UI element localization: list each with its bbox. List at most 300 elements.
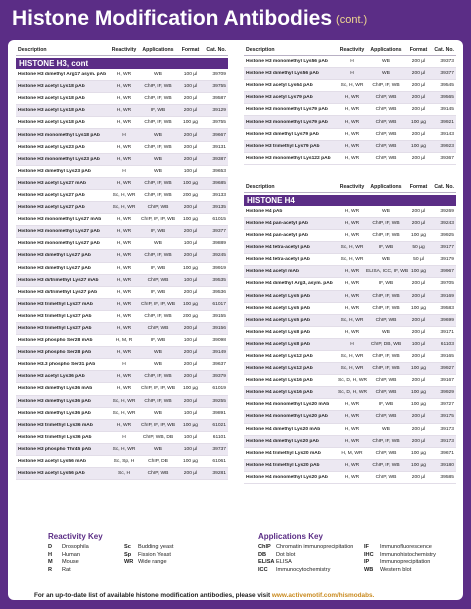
table-row bbox=[16, 142, 228, 154]
product-applications: WB bbox=[154, 156, 162, 162]
footer-text: For an up-to-date list of available histone modification antibodies, please visit bbox=[34, 592, 272, 599]
product-reactivity: H, WR bbox=[116, 217, 132, 223]
reactivity-key-grid bbox=[48, 544, 198, 574]
product-cat-no: 39175 bbox=[440, 414, 454, 420]
key-meaning: ELISA bbox=[276, 559, 292, 565]
key-code: Sc bbox=[124, 544, 131, 550]
table-row bbox=[244, 104, 456, 116]
product-description: Histone H4 acetyl Lys5 pAb bbox=[246, 305, 310, 311]
key-meaning: Wide range bbox=[138, 559, 167, 565]
product-reactivity: H, WR bbox=[344, 155, 360, 161]
product-description: Histone H3 phospho Thr45 pAb bbox=[18, 446, 92, 452]
product-description: Histone H4 trimethyl Lys20 pAb bbox=[246, 462, 320, 468]
product-reactivity: Sc, Sp, H bbox=[113, 459, 135, 465]
key-meaning: Rat bbox=[62, 566, 71, 573]
product-cat-no: 61101 bbox=[212, 434, 226, 440]
product-applications: ChIP, IF, WB bbox=[144, 313, 172, 319]
product-cat-no: 39377 bbox=[440, 71, 454, 77]
header-description: Description bbox=[18, 47, 47, 53]
product-description: Histone H3 trimethyl Lys79 pAb bbox=[246, 143, 320, 149]
product-description: Histone H3 monomethyl Lys79 pAb bbox=[246, 119, 328, 125]
product-reactivity: H, WR bbox=[116, 374, 132, 380]
product-cat-no: 39167 bbox=[440, 378, 454, 384]
product-format: 100 µg bbox=[182, 301, 199, 307]
product-applications: ChIP, WB bbox=[147, 471, 169, 477]
product-applications: ChIP, IF, WB bbox=[372, 305, 400, 311]
product-applications: ChIP, WB bbox=[375, 107, 397, 113]
table-row bbox=[244, 375, 456, 387]
product-format: 200 µl bbox=[183, 374, 198, 380]
product-applications: ChIP, IF, WB bbox=[372, 233, 400, 239]
key-meaning: Mouse bbox=[62, 559, 79, 565]
product-reactivity: H, WR bbox=[116, 84, 132, 90]
product-applications: WB bbox=[154, 410, 162, 416]
product-reactivity: H, WR bbox=[344, 414, 360, 420]
table-row bbox=[244, 266, 456, 278]
product-cat-no: 39891 bbox=[212, 410, 226, 416]
product-description: Histone H4 acetyl Lys12 pAb bbox=[246, 354, 313, 360]
section-header-h3: HISTONE H3, cont bbox=[16, 58, 228, 69]
product-applications: WB bbox=[154, 72, 162, 78]
table-row bbox=[244, 254, 456, 266]
key-meaning: Immunocytochemistry bbox=[276, 566, 331, 573]
product-reactivity: H, WR bbox=[344, 131, 360, 137]
table-row bbox=[244, 129, 456, 141]
product-format: 100 µg bbox=[410, 402, 427, 408]
product-format: 100 µg bbox=[182, 120, 199, 126]
product-description: Histone H3 monomethyl Lys56 pAb bbox=[246, 59, 328, 65]
product-format: 100 µl bbox=[183, 72, 198, 78]
product-applications: ChIP, WB bbox=[375, 474, 397, 480]
key-code: H bbox=[48, 551, 53, 558]
table-row bbox=[244, 351, 456, 363]
table-row bbox=[16, 202, 228, 214]
footer-note bbox=[34, 592, 463, 599]
h4-table bbox=[244, 206, 456, 484]
product-reactivity: H, WR bbox=[116, 144, 132, 150]
product-reactivity: H bbox=[350, 71, 354, 77]
product-cat-no: 39379 bbox=[212, 374, 226, 380]
product-format: 100 µg bbox=[410, 450, 427, 456]
product-format: 100 µg bbox=[410, 462, 427, 468]
table-row bbox=[16, 383, 228, 395]
product-reactivity: H bbox=[350, 59, 354, 65]
table-row bbox=[244, 291, 456, 303]
table-row bbox=[244, 424, 456, 436]
table-row bbox=[244, 206, 456, 218]
product-description: Histone H3 monomethyl Lys122 pAb bbox=[246, 155, 331, 161]
product-reactivity: Sc, H, WR bbox=[340, 83, 364, 89]
product-description: Histone H4 dimethyl Arg3, asym. pAb bbox=[246, 281, 333, 287]
product-description: Histone H3 dimethyl Lys79 pAb bbox=[246, 131, 319, 137]
product-cat-no: 39583 bbox=[440, 305, 454, 311]
product-description: Histone H3 acetyl Lys27 mAb bbox=[18, 180, 87, 186]
product-format: 100 µl bbox=[411, 341, 426, 347]
product-applications: WB bbox=[154, 241, 162, 247]
table-header bbox=[244, 183, 456, 193]
left-column bbox=[16, 46, 228, 480]
table-row bbox=[244, 472, 456, 484]
product-applications: WB bbox=[154, 168, 162, 174]
product-reactivity: H, WR bbox=[116, 72, 132, 78]
key-meaning: Drosophila bbox=[62, 544, 89, 550]
product-format: 200 µl bbox=[411, 317, 426, 323]
table-row bbox=[16, 81, 228, 93]
product-applications: WB bbox=[154, 132, 162, 138]
product-description: Histone H3 acetyl Lys27 pAb bbox=[18, 192, 85, 198]
product-cat-no: 39565 bbox=[440, 95, 454, 101]
product-cat-no: 39377 bbox=[212, 229, 226, 235]
product-format: 200 µl bbox=[183, 326, 198, 332]
product-description: Histone H4 pAb bbox=[246, 208, 283, 214]
product-cat-no: 61019 bbox=[212, 386, 226, 392]
product-cat-no: 39169 bbox=[440, 293, 454, 299]
table-row bbox=[244, 448, 456, 460]
product-format: 100 µg bbox=[410, 390, 427, 396]
key-code: IHC bbox=[364, 551, 374, 558]
table-row bbox=[16, 444, 228, 456]
key-code: WB bbox=[364, 566, 374, 573]
product-reactivity: H, WR bbox=[344, 119, 360, 125]
product-reactivity: H, WR bbox=[116, 253, 132, 259]
header-cat-no: Cat. No. bbox=[434, 47, 454, 53]
product-reactivity: H, WR bbox=[344, 143, 360, 149]
product-reactivity: Sc, H, WR bbox=[340, 317, 364, 323]
product-cat-no: 39255 bbox=[212, 398, 226, 404]
product-cat-no: 39653 bbox=[212, 168, 226, 174]
product-reactivity: H bbox=[122, 168, 126, 174]
product-format: 100 µg bbox=[410, 305, 427, 311]
table-row bbox=[16, 226, 228, 238]
table-row bbox=[16, 335, 228, 347]
product-cat-no: 39245 bbox=[212, 253, 226, 259]
product-description: Histone H3 phospho Ser28 mAb bbox=[18, 338, 93, 344]
section-header-h4: HISTONE H4 bbox=[244, 195, 456, 206]
applications-key-title: Applications Key bbox=[258, 532, 323, 541]
product-description: Histone H3 dimethyl Lys36 pAb bbox=[18, 410, 91, 416]
product-format: 100 µl bbox=[183, 84, 198, 90]
product-reactivity: Sc, D, H, WR bbox=[338, 390, 368, 396]
product-applications: ChIP, IF, WB bbox=[372, 293, 400, 299]
table-row bbox=[16, 105, 228, 117]
table-row bbox=[16, 396, 228, 408]
product-applications: IF, WB bbox=[378, 402, 394, 408]
product-cat-no: 39535 bbox=[212, 277, 226, 283]
product-description: Histone H3 dimethyl Lys27 pAb bbox=[18, 265, 91, 271]
product-cat-no: 39143 bbox=[440, 131, 454, 137]
product-format: 200 µl bbox=[183, 108, 198, 114]
product-applications: ChIP, IF, WB bbox=[372, 462, 400, 468]
product-format: 200 µl bbox=[183, 132, 198, 138]
product-applications: WB bbox=[382, 71, 390, 77]
product-description: Histone H4 acetyl Lys16 pAb bbox=[246, 390, 313, 396]
product-description: Histone H3 dimethyl Lys56 pAb bbox=[246, 71, 319, 77]
product-reactivity: H, WR bbox=[116, 289, 132, 295]
product-format: 100 µl bbox=[183, 277, 198, 283]
table-row bbox=[16, 420, 228, 432]
header-reactivity: Reactivity bbox=[111, 47, 137, 53]
product-format: 200 µl bbox=[411, 59, 426, 65]
product-cat-no: 39929 bbox=[440, 390, 454, 396]
key-meaning bbox=[138, 567, 198, 575]
product-cat-no: 39755 bbox=[212, 84, 226, 90]
product-applications: ChIP, IF, WB bbox=[144, 120, 172, 126]
header-cat-no: Cat. No. bbox=[206, 47, 226, 53]
key-code: ChIP bbox=[258, 544, 271, 550]
table-row bbox=[16, 129, 228, 141]
product-cat-no: 39889 bbox=[212, 241, 226, 247]
header-applications: Applications bbox=[370, 47, 402, 53]
product-format: 200 µl bbox=[411, 83, 426, 89]
product-reactivity: H bbox=[122, 434, 126, 440]
product-format: 200 µl bbox=[411, 293, 426, 299]
product-reactivity: Sc, H, WR bbox=[340, 354, 364, 360]
product-format: 100 µg bbox=[182, 180, 199, 186]
product-applications: ChIP, WB bbox=[147, 205, 169, 211]
product-description: Histone H3 trimethyl Lys27 pAb bbox=[18, 326, 92, 332]
key-code bbox=[124, 567, 138, 575]
product-reactivity: Sc, H, WR bbox=[112, 410, 136, 416]
product-format: 50 µg bbox=[412, 245, 425, 251]
table-row bbox=[244, 68, 456, 80]
header-reactivity: Reactivity bbox=[339, 183, 365, 190]
product-description: Histone H4 acetyl mAb bbox=[246, 269, 299, 275]
key-code: D bbox=[48, 544, 53, 550]
product-cat-no: 39919 bbox=[212, 265, 226, 271]
product-applications: ChIP, IF, WB bbox=[372, 354, 400, 360]
product-applications: ChIP, WB bbox=[147, 277, 169, 283]
product-applications: ChIP, WB bbox=[375, 378, 397, 384]
product-reactivity: H, WR bbox=[344, 402, 360, 408]
product-format: 200 µl bbox=[183, 229, 198, 235]
product-cat-no: 39637 bbox=[212, 362, 226, 368]
product-reactivity: H, WR bbox=[344, 281, 360, 287]
section-spacer bbox=[244, 165, 456, 183]
product-description: Histone H4 acetyl Lys5 pAb bbox=[246, 317, 310, 323]
table-row bbox=[16, 275, 228, 287]
product-format: 100 µg bbox=[410, 269, 427, 275]
table-row bbox=[244, 141, 456, 153]
product-description: Histone H4 acetyl Lys8 pAb bbox=[246, 341, 310, 347]
product-applications: ChIP, WB bbox=[375, 143, 397, 149]
product-description: Histone H3 dimethyl Lys23 pAb bbox=[18, 168, 91, 174]
product-description: Histone H3 monomethyl Lys23 pAb bbox=[18, 156, 100, 162]
product-description: Histone H3 trimethyl Lys27 pAb bbox=[18, 313, 92, 319]
product-format: 200 µl bbox=[411, 71, 426, 77]
table-header bbox=[244, 46, 456, 56]
product-format: 200 µg bbox=[182, 313, 199, 319]
product-format: 100 µg bbox=[410, 143, 427, 149]
product-applications: ChIP, IF, WB bbox=[144, 374, 172, 380]
product-applications: WB bbox=[382, 426, 390, 432]
product-reactivity: Sc, H, WR bbox=[340, 245, 364, 251]
product-reactivity: H, WR bbox=[344, 233, 360, 239]
product-description: Histone H3 di/trimethyl Lys27 mAb bbox=[18, 277, 99, 283]
product-reactivity: H, M, WR bbox=[341, 450, 363, 456]
product-format: 100 µl bbox=[183, 446, 198, 452]
product-cat-no: 39133 bbox=[212, 192, 226, 198]
reactivity-key bbox=[48, 532, 198, 574]
header-format: Format bbox=[409, 47, 428, 53]
product-description: Histone H3 acetyl Lys18 pAb bbox=[18, 84, 85, 90]
product-reactivity: H, WR bbox=[116, 265, 132, 271]
product-applications: ChIP, IF, WB bbox=[144, 398, 172, 404]
product-description: Histone H3 trimethyl Lys27 mAb bbox=[18, 301, 93, 307]
product-reactivity: H, WR bbox=[116, 229, 132, 235]
product-reactivity: H, WR bbox=[344, 220, 360, 226]
table-row bbox=[244, 242, 456, 254]
product-description: Histone H3 acetyl Lys36 pAb bbox=[18, 374, 85, 380]
table-row bbox=[244, 218, 456, 230]
product-cat-no: 39145 bbox=[440, 107, 454, 113]
product-cat-no: 61103 bbox=[440, 341, 454, 347]
key-meaning: Chromatin immunoprecipitation bbox=[276, 544, 354, 550]
product-cat-no: 39667 bbox=[212, 132, 226, 138]
table-row bbox=[16, 408, 228, 420]
product-reactivity: H bbox=[350, 341, 354, 347]
key-code: WR bbox=[124, 559, 134, 565]
product-description: Histone H4 tetra-acetyl pAb bbox=[246, 245, 310, 251]
product-applications: WB bbox=[382, 329, 390, 335]
table-row bbox=[244, 436, 456, 448]
product-description: Histone H3 trimethyl Lys36 mAb bbox=[18, 422, 93, 428]
key-code: M bbox=[48, 559, 53, 565]
product-reactivity: H, WR bbox=[344, 462, 360, 468]
product-cat-no: 39171 bbox=[440, 329, 454, 335]
product-cat-no: 39536 bbox=[212, 289, 226, 295]
product-cat-no: 39155 bbox=[212, 313, 226, 319]
product-applications: ChIP, WB bbox=[375, 390, 397, 396]
product-cat-no: 39545 bbox=[440, 83, 454, 89]
product-cat-no: 39177 bbox=[440, 245, 454, 251]
product-applications: ELISA, ICC, IF, WB bbox=[366, 269, 409, 275]
table-row bbox=[244, 278, 456, 290]
product-format: 100 µl bbox=[183, 410, 198, 416]
table-row bbox=[244, 387, 456, 399]
product-reactivity: Sc, D, H, WR bbox=[338, 378, 368, 384]
product-applications: ChIP, IF, WB bbox=[144, 144, 172, 150]
product-description: Histone H3 acetyl Lys27 pAb bbox=[18, 205, 85, 211]
footer-link[interactable]: www.activemotif.com/hismodabs. bbox=[271, 592, 375, 599]
product-format: 100 µg bbox=[182, 459, 199, 465]
key-meaning: Fission Yeast bbox=[138, 551, 171, 558]
product-format: 200 µl bbox=[411, 107, 426, 113]
table-row bbox=[16, 456, 228, 468]
product-applications: IF, WB bbox=[150, 289, 166, 295]
product-applications: WB bbox=[382, 257, 390, 263]
product-description: Histone H3 monomethyl Lys27 mAb bbox=[18, 217, 102, 223]
product-applications: ChIP, IF, WB bbox=[144, 96, 172, 102]
product-applications: IF, WB bbox=[150, 265, 166, 271]
product-reactivity: Sc, H bbox=[118, 471, 130, 477]
table-row bbox=[244, 339, 456, 351]
table-row bbox=[16, 154, 228, 166]
product-applications: ChIP, IF, IP, WB bbox=[140, 301, 176, 307]
product-cat-no: 39179 bbox=[440, 257, 454, 263]
product-description: Histone H3 acetyl Lys18 pAb bbox=[18, 96, 85, 102]
product-reactivity: H, WR bbox=[116, 301, 132, 307]
table-row bbox=[244, 327, 456, 339]
product-reactivity: H, WR bbox=[344, 438, 360, 444]
product-applications: ChIP, IF, WB bbox=[144, 84, 172, 90]
product-description: Histone H3 acetyl Lys79 pAb bbox=[246, 95, 313, 101]
product-reactivity: H, WR bbox=[116, 120, 132, 126]
product-applications: ChIP, IF, WB bbox=[144, 192, 172, 198]
key-meaning: Human bbox=[62, 551, 81, 558]
product-reactivity: H, WR bbox=[116, 241, 132, 247]
product-applications: ChIP, IF, WB bbox=[372, 438, 400, 444]
product-reactivity: Sc, H, WR bbox=[112, 446, 136, 452]
product-format: 100 µl bbox=[183, 338, 198, 344]
product-applications: ChIP, IF, WB bbox=[372, 220, 400, 226]
product-format: 200 µl bbox=[183, 253, 198, 259]
product-description: Histone H4 trimethyl Lys20 mAb bbox=[246, 450, 321, 456]
product-applications: WB bbox=[382, 208, 390, 214]
product-applications: IF, WB bbox=[150, 108, 166, 114]
table-row bbox=[244, 153, 456, 165]
product-reactivity: H, WR bbox=[116, 180, 132, 186]
product-applications: ChIP, WB bbox=[375, 119, 397, 125]
table-row bbox=[16, 214, 228, 226]
product-cat-no: 39129 bbox=[212, 108, 226, 114]
product-description: Histone H4 acetyl Lys16 pAb bbox=[246, 378, 313, 384]
product-reactivity: Sc, H, WR bbox=[112, 192, 136, 198]
product-cat-no: 61017 bbox=[212, 301, 226, 307]
header-format: Format bbox=[181, 47, 200, 53]
applications-key bbox=[258, 532, 450, 574]
product-reactivity: Sc, H, WR bbox=[112, 398, 136, 404]
product-format: 100 µg bbox=[182, 422, 199, 428]
key-code: R bbox=[48, 566, 53, 573]
product-format: 100 µg bbox=[410, 233, 427, 239]
product-applications: IF, WB bbox=[378, 245, 394, 251]
table-row bbox=[16, 468, 228, 480]
table-row bbox=[16, 359, 228, 371]
header-description: Description bbox=[246, 47, 275, 53]
table-row bbox=[16, 311, 228, 323]
product-description: Histone H3 acetyl Lys56 mAb bbox=[18, 459, 87, 465]
product-applications: ChIP, WB bbox=[375, 317, 397, 323]
reactivity-key-title: Reactivity Key bbox=[48, 532, 103, 541]
table-row bbox=[244, 363, 456, 375]
product-format: 200 µl bbox=[411, 426, 426, 432]
h3-continued-table bbox=[244, 56, 456, 165]
product-applications: ChIP, WB bbox=[375, 131, 397, 137]
product-format: 200 µl bbox=[411, 329, 426, 335]
product-applications: ChIP, IF, IP, WB bbox=[140, 386, 176, 392]
product-format: 200 µl bbox=[411, 131, 426, 137]
product-applications: ChIP, IF, WB bbox=[144, 180, 172, 186]
product-format: 200 µl bbox=[411, 95, 426, 101]
table-row bbox=[16, 347, 228, 359]
product-applications: ChIP, WB, DB bbox=[142, 434, 174, 440]
table-row bbox=[16, 93, 228, 105]
product-applications: WB bbox=[154, 362, 162, 368]
product-reactivity: H, WR bbox=[116, 156, 132, 162]
product-description: Histone H3 acetyl Lys64 pAb bbox=[246, 83, 313, 89]
product-reactivity: H, WR bbox=[116, 96, 132, 102]
product-applications: ChIP, IF, WB bbox=[144, 253, 172, 259]
product-cat-no: 39156 bbox=[212, 326, 226, 332]
product-format: 200 µl bbox=[411, 474, 426, 480]
product-applications: WB bbox=[154, 350, 162, 356]
product-format: 200 µl bbox=[183, 398, 198, 404]
product-format: 200 µl bbox=[183, 144, 198, 150]
product-description: Histone H3 acetyl Lys56 pAb bbox=[18, 471, 85, 477]
product-cat-no: 39755 bbox=[212, 120, 226, 126]
product-description: Histone H3 acetyl Lys18 pAb bbox=[18, 120, 85, 126]
table-row bbox=[16, 371, 228, 383]
